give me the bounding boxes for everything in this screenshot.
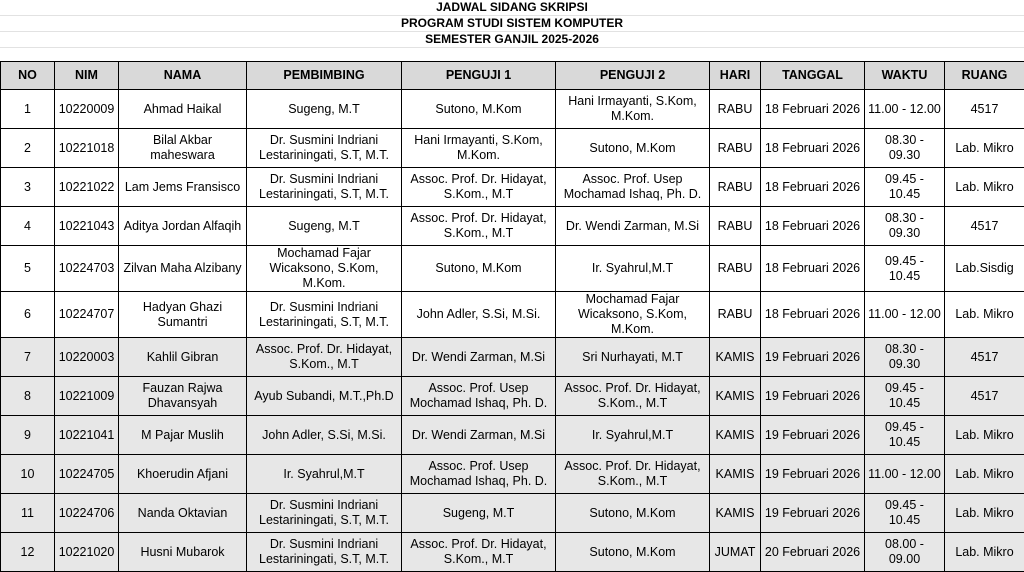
header-waktu: WAKTU [865, 62, 945, 90]
cell-tanggal: 18 Februari 2026 [761, 207, 865, 246]
cell-no: 9 [1, 416, 55, 455]
cell-line: Sugeng, M.T [405, 506, 552, 521]
cell-line: John Adler, S.Si, M.Si. [250, 428, 398, 443]
cell-line: Assoc. Prof. Dr. Hidayat, [559, 381, 706, 396]
cell-line: S.Kom., M.T [559, 396, 706, 411]
cell-line: Assoc. Prof. Dr. Hidayat, [405, 211, 552, 226]
cell-pembimbing [247, 494, 402, 533]
cell-nim: 10224703 [55, 246, 119, 292]
table-row [1, 168, 1024, 207]
cell-hari: RABU [710, 129, 761, 168]
cell-nama [119, 90, 247, 129]
cell-line: Dr. Susmini Indriani [250, 498, 398, 513]
cell-tanggal: 20 Februari 2026 [761, 533, 865, 572]
cell-no: 4 [1, 207, 55, 246]
cell-ruang: Lab. Mikro [945, 533, 1024, 572]
cell-no: 3 [1, 168, 55, 207]
table-row [1, 377, 1024, 416]
cell-waktu: 08.30 - 09.30 [865, 129, 945, 168]
cell-penguji-1 [402, 246, 556, 292]
cell-no: 12 [1, 533, 55, 572]
table-row [1, 494, 1024, 533]
cell-line: Hadyan Ghazi Sumantri [122, 300, 243, 330]
cell-line: Lam Jems Fransisco [122, 180, 243, 195]
cell-line: Sutono, M.Kom [405, 261, 552, 276]
cell-line: Sutono, M.Kom [405, 102, 552, 117]
cell-line: Assoc. Prof. Dr. Hidayat, [250, 342, 398, 357]
cell-hari: KAMIS [710, 416, 761, 455]
cell-waktu: 09.45 - 10.45 [865, 168, 945, 207]
cell-tanggal: 18 Februari 2026 [761, 246, 865, 292]
cell-pembimbing [247, 292, 402, 338]
schedule-table [0, 61, 1024, 572]
cell-nama [119, 455, 247, 494]
cell-line: Aditya Jordan Alfaqih [122, 219, 243, 234]
cell-nim: 10224707 [55, 292, 119, 338]
cell-line: Dr. Susmini Indriani [250, 172, 398, 187]
cell-waktu: 08.30 - 09.30 [865, 338, 945, 377]
cell-line: Mochamad Fajar [559, 292, 706, 307]
cell-no: 2 [1, 129, 55, 168]
cell-penguji-2 [556, 90, 710, 129]
table-row [1, 455, 1024, 494]
cell-line: Lestariningati, S.T, M.T. [250, 513, 398, 528]
table-row [1, 129, 1024, 168]
cell-line: Dr. Susmini Indriani [250, 537, 398, 552]
cell-line: Assoc. Prof. Dr. Hidayat, [405, 537, 552, 552]
cell-line: Hani Irmayanti, S.Kom, [559, 94, 706, 109]
cell-penguji-2 [556, 207, 710, 246]
table-body [1, 90, 1024, 572]
cell-ruang: Lab. Mikro [945, 292, 1024, 338]
cell-ruang: 4517 [945, 207, 1024, 246]
cell-line: Fauzan Rajwa [122, 381, 243, 396]
title-line-1: JADWAL SIDANG SKRIPSI [0, 0, 1024, 16]
cell-penguji-2 [556, 455, 710, 494]
cell-penguji-1 [402, 292, 556, 338]
cell-hari: RABU [710, 207, 761, 246]
header-penguji-1: PENGUJI 1 [402, 62, 556, 90]
table-row [1, 246, 1024, 292]
cell-waktu: 09.45 - 10.45 [865, 494, 945, 533]
cell-penguji-2 [556, 416, 710, 455]
cell-penguji-1 [402, 494, 556, 533]
cell-ruang: 4517 [945, 338, 1024, 377]
cell-hari: KAMIS [710, 455, 761, 494]
cell-nim: 10221043 [55, 207, 119, 246]
cell-nim: 10221018 [55, 129, 119, 168]
cell-nim: 10221009 [55, 377, 119, 416]
cell-nama [119, 246, 247, 292]
cell-line: Lestariningati, S.T, M.T. [250, 148, 398, 163]
cell-tanggal: 18 Februari 2026 [761, 129, 865, 168]
cell-nama [119, 377, 247, 416]
cell-line: Assoc. Prof. Usep [405, 381, 552, 396]
cell-line: Khoerudin Afjani [122, 467, 243, 482]
cell-line: Assoc. Prof. Usep [405, 459, 552, 474]
cell-hari: RABU [710, 246, 761, 292]
cell-no: 7 [1, 338, 55, 377]
cell-no: 8 [1, 377, 55, 416]
cell-line: Ahmad Haikal [122, 102, 243, 117]
cell-no: 5 [1, 246, 55, 292]
cell-line: M.Kom. [559, 109, 706, 124]
cell-line: Mochamad Ishaq, Ph. D. [405, 474, 552, 489]
cell-penguji-2 [556, 246, 710, 292]
cell-nim: 10224706 [55, 494, 119, 533]
cell-line: Sutono, M.Kom [559, 545, 706, 560]
header-pembimbing: PEMBIMBING [247, 62, 402, 90]
cell-waktu: 11.00 - 12.00 [865, 90, 945, 129]
cell-penguji-1 [402, 207, 556, 246]
cell-penguji-1 [402, 416, 556, 455]
title-block [0, 0, 1024, 64]
cell-line: Dr. Susmini Indriani [250, 300, 398, 315]
cell-line: M Pajar Muslih [122, 428, 243, 443]
table-row [1, 292, 1024, 338]
cell-nama [119, 338, 247, 377]
cell-line: Assoc. Prof. Dr. Hidayat, [405, 172, 552, 187]
cell-line: Bilal Akbar maheswara [122, 133, 243, 163]
cell-waktu: 09.45 - 10.45 [865, 416, 945, 455]
cell-waktu: 11.00 - 12.00 [865, 455, 945, 494]
cell-line: John Adler, S.Si, M.Si. [405, 307, 552, 322]
header-ruang: RUANG [945, 62, 1024, 90]
header-tanggal: TANGGAL [761, 62, 865, 90]
cell-hari: RABU [710, 168, 761, 207]
cell-line: Nanda Oktavian [122, 506, 243, 521]
cell-nim: 10224705 [55, 455, 119, 494]
cell-line: Dhavansyah [122, 396, 243, 411]
cell-penguji-1 [402, 455, 556, 494]
cell-nama [119, 292, 247, 338]
cell-pembimbing [247, 533, 402, 572]
cell-ruang: 4517 [945, 377, 1024, 416]
header-nama: NAMA [119, 62, 247, 90]
header-row [1, 62, 1024, 90]
cell-pembimbing [247, 416, 402, 455]
cell-penguji-2 [556, 338, 710, 377]
cell-hari: KAMIS [710, 338, 761, 377]
cell-line: Ir. Syahrul,M.T [250, 467, 398, 482]
cell-penguji-2 [556, 168, 710, 207]
cell-nim: 10220003 [55, 338, 119, 377]
cell-line: S.Kom., M.T [405, 187, 552, 202]
cell-line: Mochamad Ishaq, Ph. D. [405, 396, 552, 411]
cell-waktu: 08.30 - 09.30 [865, 207, 945, 246]
cell-line: Dr. Wendi Zarman, M.Si [559, 219, 706, 234]
cell-tanggal: 19 Februari 2026 [761, 377, 865, 416]
cell-line: Sutono, M.Kom [559, 141, 706, 156]
cell-penguji-1 [402, 168, 556, 207]
cell-hari: KAMIS [710, 494, 761, 533]
cell-ruang: Lab. Mikro [945, 416, 1024, 455]
cell-pembimbing [247, 455, 402, 494]
cell-hari: KAMIS [710, 377, 761, 416]
cell-pembimbing [247, 338, 402, 377]
cell-tanggal: 19 Februari 2026 [761, 494, 865, 533]
cell-line: Ir. Syahrul,M.T [559, 261, 706, 276]
cell-ruang: Lab.Sisdig [945, 246, 1024, 292]
cell-hari: JUMAT [710, 533, 761, 572]
cell-penguji-2 [556, 292, 710, 338]
header-no: NO [1, 62, 55, 90]
cell-line: Lestariningati, S.T, M.T. [250, 315, 398, 330]
cell-line: Hani Irmayanti, S.Kom, [405, 133, 552, 148]
header-penguji-2: PENGUJI 2 [556, 62, 710, 90]
cell-line: Dr. Wendi Zarman, M.Si [405, 350, 552, 365]
cell-nama [119, 207, 247, 246]
cell-waktu: 08.00 - 09.00 [865, 533, 945, 572]
cell-line: Assoc. Prof. Usep [559, 172, 706, 187]
cell-pembimbing [247, 129, 402, 168]
cell-penguji-1 [402, 90, 556, 129]
cell-hari: RABU [710, 292, 761, 338]
cell-line: S.Kom., M.T [405, 552, 552, 567]
cell-line: Wicaksono, S.Kom, M.Kom. [250, 261, 398, 291]
cell-nim: 10221020 [55, 533, 119, 572]
cell-waktu: 09.45 - 10.45 [865, 246, 945, 292]
cell-line: Kahlil Gibran [122, 350, 243, 365]
cell-line: Zilvan Maha Alzibany [122, 261, 243, 276]
cell-tanggal: 19 Februari 2026 [761, 455, 865, 494]
cell-penguji-2 [556, 129, 710, 168]
cell-penguji-1 [402, 377, 556, 416]
cell-ruang: Lab. Mikro [945, 455, 1024, 494]
cell-line: Lestariningati, S.T, M.T. [250, 552, 398, 567]
cell-no: 1 [1, 90, 55, 129]
header-hari: HARI [710, 62, 761, 90]
cell-line: Ir. Syahrul,M.T [559, 428, 706, 443]
cell-no: 11 [1, 494, 55, 533]
title-line-2: PROGRAM STUDI SISTEM KOMPUTER [0, 16, 1024, 32]
cell-line: S.Kom., M.T [559, 474, 706, 489]
cell-line: Mochamad Fajar [250, 246, 398, 261]
table-row [1, 416, 1024, 455]
cell-pembimbing [247, 90, 402, 129]
cell-no: 10 [1, 455, 55, 494]
cell-tanggal: 18 Februari 2026 [761, 168, 865, 207]
table-row [1, 207, 1024, 246]
cell-nim: 10221041 [55, 416, 119, 455]
cell-nim: 10221022 [55, 168, 119, 207]
table-row [1, 90, 1024, 129]
cell-ruang: 4517 [945, 90, 1024, 129]
cell-waktu: 11.00 - 12.00 [865, 292, 945, 338]
cell-hari: RABU [710, 90, 761, 129]
cell-nama [119, 533, 247, 572]
cell-line: Dr. Wendi Zarman, M.Si [405, 428, 552, 443]
cell-line: Lestariningati, S.T, M.T. [250, 187, 398, 202]
cell-nama [119, 129, 247, 168]
cell-line: S.Kom., M.T [405, 226, 552, 241]
cell-nama [119, 168, 247, 207]
cell-tanggal: 19 Februari 2026 [761, 338, 865, 377]
cell-no: 6 [1, 292, 55, 338]
table-row [1, 533, 1024, 572]
cell-pembimbing [247, 207, 402, 246]
cell-line: Husni Mubarok [122, 545, 243, 560]
cell-nama [119, 494, 247, 533]
cell-penguji-2 [556, 533, 710, 572]
cell-line: Dr. Susmini Indriani [250, 133, 398, 148]
cell-line: Sugeng, M.T [250, 102, 398, 117]
cell-line: Assoc. Prof. Dr. Hidayat, [559, 459, 706, 474]
cell-tanggal: 19 Februari 2026 [761, 416, 865, 455]
cell-line: Sugeng, M.T [250, 219, 398, 234]
cell-ruang: Lab. Mikro [945, 494, 1024, 533]
cell-nim: 10220009 [55, 90, 119, 129]
header-nim: NIM [55, 62, 119, 90]
cell-line: Wicaksono, S.Kom, M.Kom. [559, 307, 706, 337]
cell-ruang: Lab. Mikro [945, 129, 1024, 168]
cell-penguji-2 [556, 494, 710, 533]
table-row [1, 338, 1024, 377]
cell-line: S.Kom., M.T [250, 357, 398, 372]
cell-waktu: 09.45 - 10.45 [865, 377, 945, 416]
cell-line: Sutono, M.Kom [559, 506, 706, 521]
cell-ruang: Lab. Mikro [945, 168, 1024, 207]
cell-line: Sri Nurhayati, M.T [559, 350, 706, 365]
cell-line: Mochamad Ishaq, Ph. D. [559, 187, 706, 202]
cell-pembimbing [247, 377, 402, 416]
cell-penguji-2 [556, 377, 710, 416]
cell-penguji-1 [402, 533, 556, 572]
cell-nama [119, 416, 247, 455]
cell-penguji-1 [402, 338, 556, 377]
cell-pembimbing [247, 168, 402, 207]
cell-tanggal: 18 Februari 2026 [761, 90, 865, 129]
cell-penguji-1 [402, 129, 556, 168]
cell-line: Ayub Subandi, M.T.,Ph.D [250, 389, 398, 404]
cell-line: M.Kom. [405, 148, 552, 163]
title-line-3: SEMESTER GANJIL 2025-2026 [0, 32, 1024, 48]
cell-pembimbing [247, 246, 402, 292]
cell-tanggal: 18 Februari 2026 [761, 292, 865, 338]
